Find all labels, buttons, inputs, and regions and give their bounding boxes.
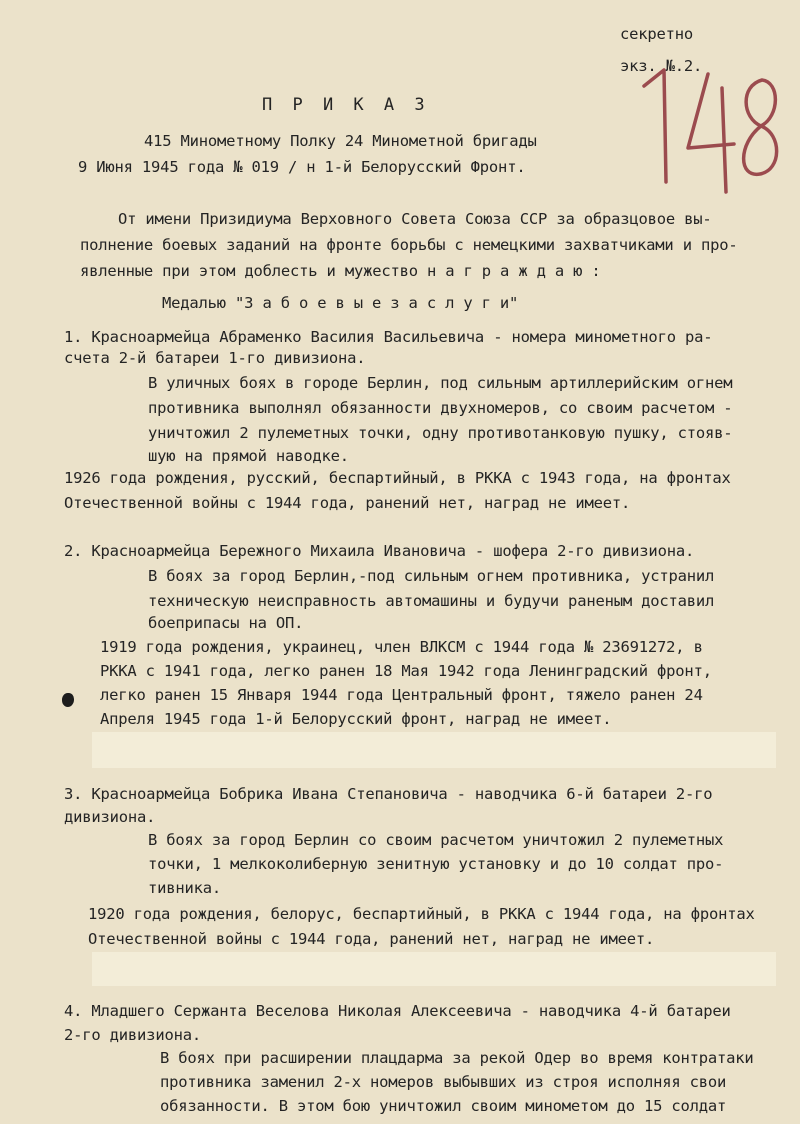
- entry-description: тивника.: [148, 879, 222, 897]
- entry-head: 4. Младшего Сержанта Веселова Николая Алексеевича - наводчика 4-й батареи: [64, 1002, 731, 1020]
- entry-bio: Отечественной войны с 1944 года, ранений нет, наград не имеет.: [64, 494, 631, 512]
- entry-description: шую на прямой наводке.: [148, 447, 349, 465]
- medal-title: Медалью "З а б о е в ы е з а с л у г и": [162, 294, 519, 312]
- entry-description: противника заменил 2-х номеров выбывших из строя исполняя свои: [160, 1073, 727, 1091]
- entry-head: 2. Красноармейца Бережного Михаила Ивановича - шофера 2-го дивизиона.: [64, 542, 695, 560]
- ink-blot: [62, 693, 74, 707]
- entry-description: В боях за город Берлин со своим расчетом уничтожил 2 пулеметных: [148, 831, 724, 849]
- entry-bio: 1920 года рождения, белорус, беспартийный, в РККА с 1944 года, на фронтах: [88, 905, 755, 923]
- order-recipient: 415 Минометному Полку 24 Минометной бригады: [144, 132, 537, 150]
- entry-description: В боях при расширении плацдарма за рекой Одер во время контратаки: [160, 1049, 754, 1067]
- entry-description: точки, 1 мелкоколиберную зенитную установку и до 10 солдат про-: [148, 855, 724, 873]
- preamble-line: явленные при этом доблесть и мужество н а г р а ж д а ю :: [80, 262, 601, 280]
- entry-bio: Отечественной войны с 1944 года, ранений нет, наград не имеет.: [88, 930, 655, 948]
- entry-head: счета 2-й батареи 1-го дивизиона.: [64, 349, 366, 367]
- entry-head: дивизиона.: [64, 808, 156, 826]
- entry-description: В боях за город Берлин,-под сильным огнем противника, устранил: [148, 567, 715, 585]
- preamble-line: полнение боевых заданий на фронте борьбы с немецкими захватчиками и про-: [80, 236, 738, 254]
- entry-description: обязанности. В этом бою уничтожил своим минометом до 15 солдат: [160, 1097, 727, 1115]
- order-title: П Р И К А З: [262, 95, 430, 115]
- entry-description: уничтожил 2 пулеметных точки, одну противотанковую пушку, стояв-: [148, 424, 733, 442]
- entry-bio: легко ранен 15 Января 1944 года Центральный фронт, тяжело ранен 24: [100, 686, 703, 704]
- preamble-line: От имени Призидиума Верховного Совета Союза ССР за образцовое вы-: [118, 210, 712, 228]
- entry-head: 2-го дивизиона.: [64, 1026, 201, 1044]
- order-date-line: 9 Июня 1945 года № 019 / н 1-й Белорусский Фронт.: [78, 158, 526, 176]
- entry-description: противника выполнял обязанности двухномеров, со своим расчетом -: [148, 399, 733, 417]
- entry-head: 1. Красноармейца Абраменко Василия Васильевича - номера минометного ра-: [64, 328, 713, 346]
- entry-description: боеприпасы на ОП.: [148, 614, 304, 632]
- entry-bio: Апреля 1945 года 1-й Белорусский фронт, наград не имеет.: [100, 710, 612, 728]
- entry-head: 3. Красноармейца Бобрика Ивана Степановича - наводчика 6-й батареи 2-го: [64, 785, 713, 803]
- entry-bio: РККА с 1941 года, легко ранен 18 Мая 1942 года Ленинградский фронт,: [100, 662, 712, 680]
- redacted-area: [92, 952, 776, 986]
- entry-description: В уличных боях в городе Берлин, под сильным артиллерийским огнем: [148, 374, 733, 392]
- copy-number: экз. №.2.: [620, 57, 703, 75]
- secret-label: секретно: [620, 25, 694, 43]
- handwritten-number-148: [630, 52, 790, 202]
- entry-description: техническую неисправность автомашины и будучи раненым доставил: [148, 592, 715, 610]
- entry-bio: 1919 года рождения, украинец, член ВЛКСМ с 1944 года № 23691272, в: [100, 638, 703, 656]
- redacted-area: [92, 732, 776, 768]
- entry-bio: 1926 года рождения, русский, беспартийный, в РККА с 1943 года, на фронтах: [64, 469, 731, 487]
